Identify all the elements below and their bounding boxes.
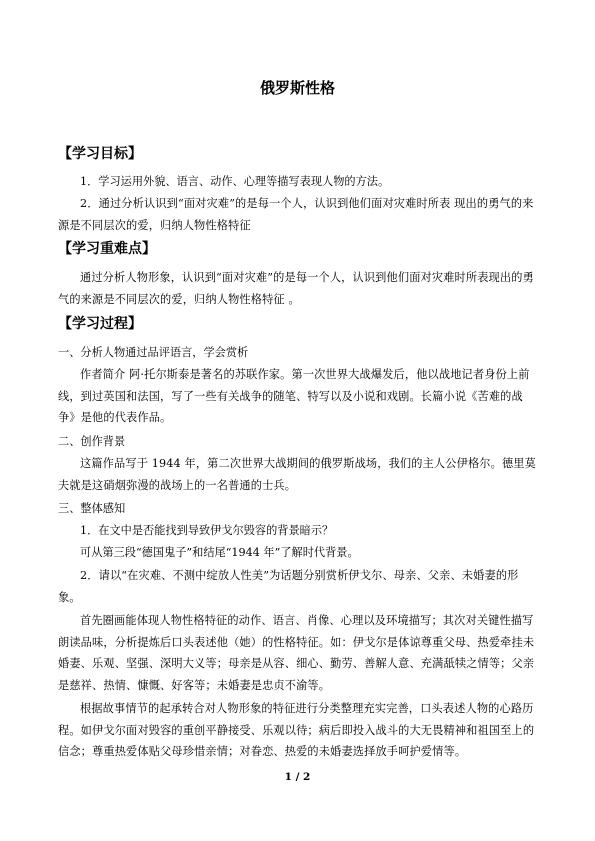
heading-learning-goals: 【学习目标】: [58, 146, 142, 162]
part-1-text: 作者简介 阿·托尔斯泰是著名的苏联作家。第一次世界大战爆发后，他以战地记者身份上前线，到过英国和法国，写了一些有关战争的随笔、特写以及小说和戏剧。长篇小说《苦难的战争》是他的代表作品。: [58, 368, 530, 424]
answer-1: 可从第三段“德国鬼子”和结尾“1944 年”了解时代背景。: [80, 546, 359, 559]
goal-item-2: 2．通过分析认识到“面对灾难”的是每一个人，认识到他们面对灾难时所表 现出的勇气的来源是不同层次的爱，归纳人物性格特征: [58, 197, 534, 232]
heading-learning-process: 【学习过程】: [58, 316, 142, 332]
page-number: 1 / 2: [284, 771, 311, 783]
analysis-paragraph-2: 根据故事情节的起承转合对人物形象的特征进行分类整理充实完善，口头表述人物的心路历程。如伊戈尔面对毁容的重创平静接受、乐观以待；病后即投入战斗的大无畏精神和祖国至上的信念；尊重热爱体贴父母珍惜亲情；对眷恋、热爱的未婚妻选择放手呵护爱情等。: [58, 702, 535, 758]
analysis-paragraph-1: 首先圈画能体现人物性格特征的动作、语言、肖像、心理以及环境描写；其次对关键性描写朗读品味，分析提炼后口头表述他（她）的性格特征。如：伊戈尔是体谅尊重父母、热爱牵挂未婚妻、乐观、坚强、深明大义等；母亲是从容、细心、勤劳、善解人意、充满舐犊之情等；父亲是慈祥、热情、慷慨、好客等；未婚妻是忠贞不渝等。: [58, 614, 535, 692]
goal-item-1: 1．学习运用外貌、语言、动作、心理等描写表现人物的方法。: [80, 175, 390, 188]
part-2-text: 这篇作品写于 1944 年，第二次世界大战期间的俄罗斯战场，我们的主人公伊格尔。德里莫夫就是这硝烟弥漫的战场上的一名普通的士兵。: [58, 457, 536, 492]
part-2-title: 二、创作背景: [58, 435, 126, 448]
page-title: 俄罗斯性格: [259, 79, 335, 97]
question-2: 2．请以“在灾难、不测中绽放人性美”为话题分别赏析伊戈尔、母亲、父亲、未婚妻的形象。: [58, 569, 519, 604]
part-1-title: 一、分析人物通过品评语言，学会赏析: [58, 346, 249, 359]
question-1: 1．在文中是否能找到导致伊戈尔毁容的背景暗示？: [80, 524, 334, 537]
key-points-text: 通过分析人物形象，认识到“面对灾难”的是每一个人，认识到他们面对灾难时所表现出的勇气的来源是不同层次的爱，归纳人物性格特征 。: [58, 271, 534, 306]
heading-key-points: 【学习重难点】: [58, 241, 156, 257]
part-3-title: 三、整体感知: [58, 502, 126, 515]
